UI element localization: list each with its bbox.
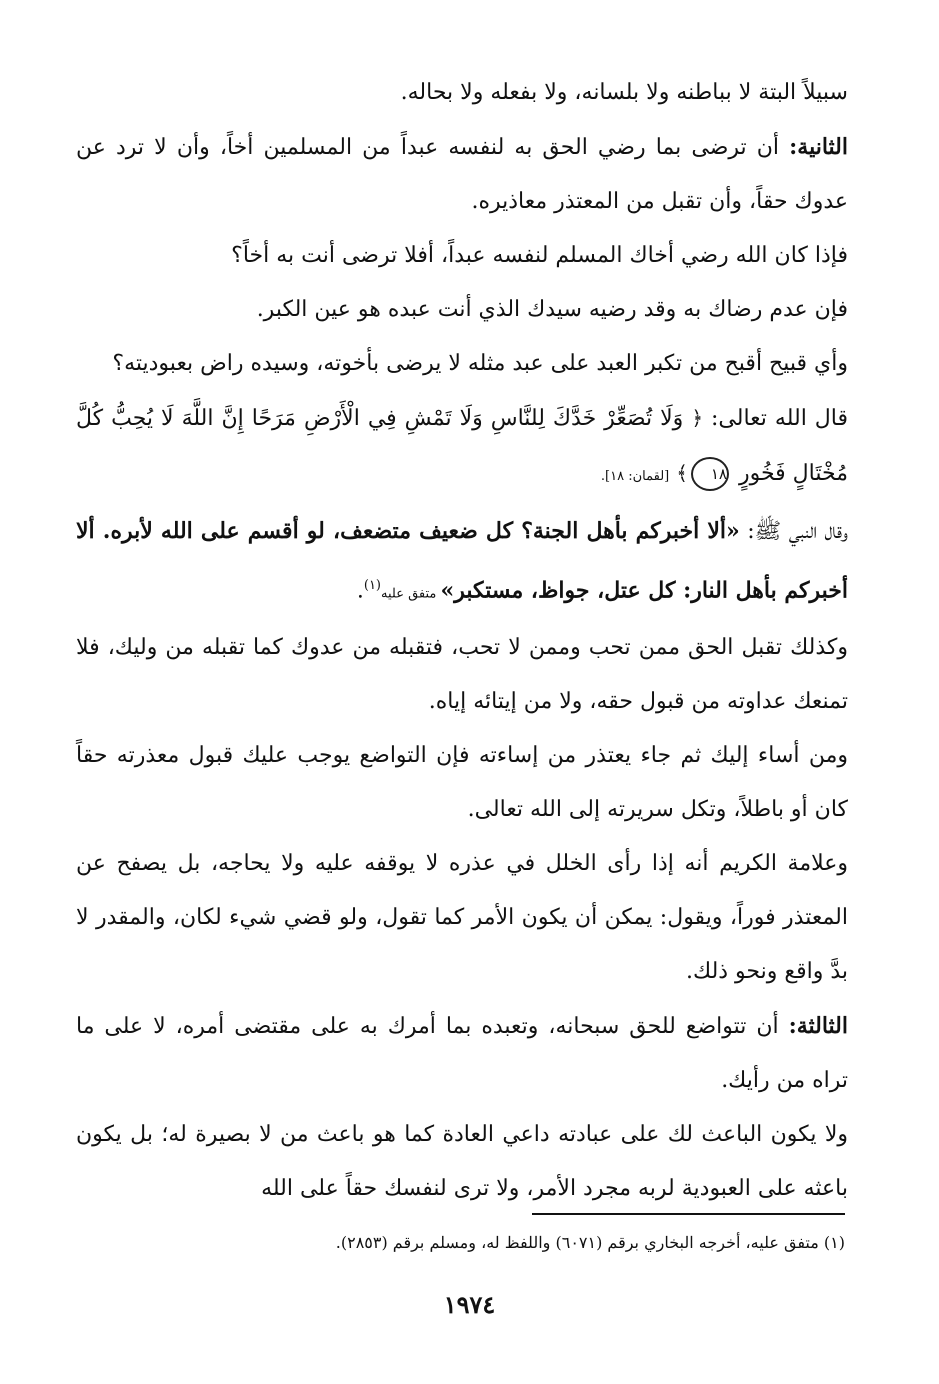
paragraph-10-text: ولا يكون الباعث لك على عبادته داعي العادة كما هو باعث من لا بصيرة له؛ بل يكون باعثه على العبودية لربه مجرد الأمر، ولا ترى لنفسك حقاً على الله: [76, 1122, 848, 1202]
paragraph-2-text: أن ترضى بما رضي الحق به لنفسه عبداً من المسلمين أخاً، وأن لا ترد عن عدوك حقاً، وأن تقبل من المعتذر معاذيره.: [76, 135, 848, 214]
footnote-divider: [532, 1213, 845, 1215]
paragraph-5-text: وأي قبيح أقبح من تكبر العبد على عبد مثله لا يرضى بأخوته، وسيده راض بعبوديته؟: [112, 351, 848, 376]
paragraph-5: [76, 337, 848, 391]
hadith-intro: وقال النبي ﷺ:: [739, 519, 848, 544]
paragraph-4: [76, 283, 848, 337]
paragraph-2-heading: الثانية:: [789, 134, 848, 160]
paragraph-3: [76, 229, 848, 283]
paragraph-8: [76, 837, 848, 999]
footnote-marker: (١): [363, 578, 381, 593]
paragraph-6: [76, 621, 848, 729]
paragraph-7-text: ومن أساء إليك ثم جاء يعتذر من إساءته فإن التواضع يوجب عليك قبول معذرته حقاً كان أو باطلاً، وتكل سريرته إلى الله تعالى.: [76, 743, 848, 823]
paragraph-4-text: فإن عدم رضاك به وقد رضيه سيدك الذي أنت عبده هو عين الكبر.: [256, 297, 848, 322]
hadith-source: متفق عليه: [381, 586, 441, 602]
hadith-text: «ألا أخبركم بأهل الجنة؟ كل ضعيف متضعف، لو أقسم على الله لأبره. ألا أخبركم بأهل النار: كل عتل، جواظ، مستكبر»: [76, 518, 848, 604]
quran-reference: [لقمان: ١٨].: [600, 469, 670, 484]
paragraph-9-text: أن تتواضع للحق سبحانه، وتعبده بما أمرك به على مقتضى أمره، لا على ما تراه من رأيك.: [76, 1014, 848, 1094]
quran-intro: قال الله تعالى:: [703, 406, 849, 431]
hadith-quote: وقال النبي ﷺ: «ألا أخبركم بأهل الجنة؟ كل ضعيف متضعف، لو أقسم على الله لأبره. ألا أخبركم بأهل النار: كل عتل، جواظ، مستكبر» متفق عليه$^{(١)}$.: [76, 518, 848, 604]
quran-close-brace: ﴾: [676, 461, 688, 485]
paragraph-2: [76, 120, 848, 229]
page-number: ١٩٧٤: [443, 1290, 496, 1319]
quran-quote: [76, 391, 848, 504]
paragraph-9-heading: الثالثة:: [788, 1013, 848, 1040]
main-text: [76, 66, 848, 1216]
paragraph-7: [76, 729, 848, 837]
paragraph-1: [76, 66, 848, 120]
paragraph-1-text: سبيلاً البتة لا بباطنه ولا بلسانه، ولا بفعله ولا بحاله.: [400, 80, 848, 105]
paragraph-10: [76, 1108, 848, 1216]
paragraph-3-text: فإذا كان الله رضي أخاك المسلم لنفسه عبداً، أفلا ترضى أنت به أخاً؟: [231, 243, 848, 268]
paragraph-9: [76, 999, 848, 1108]
paragraph-6-text: وكذلك تقبل الحق ممن تحب وممن لا تحب، فتقبله من عدوك كما تقبله من وليك، فلا تمنعك عداوته من قبول حقه، ولا من إيتائه إياه.: [76, 635, 848, 715]
verse-number-badge: ١٨: [691, 457, 729, 491]
footnote: (١) متفق عليه، أخرجه البخاري برقم (٦٠٧١) واللفظ له، ومسلم برقم (٢٨٥٣).: [335, 1233, 845, 1252]
paragraph-8-text: وعلامة الكريم أنه إذا رأى الخلل في عذره لا يوقفه عليه ولا يحاجه، بل يصفح عن المعتذر فوراً، ويقول: يمكن أن يكون الأمر كما تقول، ولو قضي شيء لكان، والمقدر لا بدَّ واقع ونحو ذلك.: [76, 851, 848, 985]
quran-open-brace: ﴿: [691, 406, 704, 430]
quran-verse: وَلَا تُصَعِّرْ خَدَّكَ لِلنَّاسِ وَلَا تَمْشِ فِي الْأَرْضِ مَرَحًا إِنَّ اللَّهَ لَا يُحِبُّ كُلَّ مُخْتَالٍ فَخُورٍ: [76, 406, 848, 486]
